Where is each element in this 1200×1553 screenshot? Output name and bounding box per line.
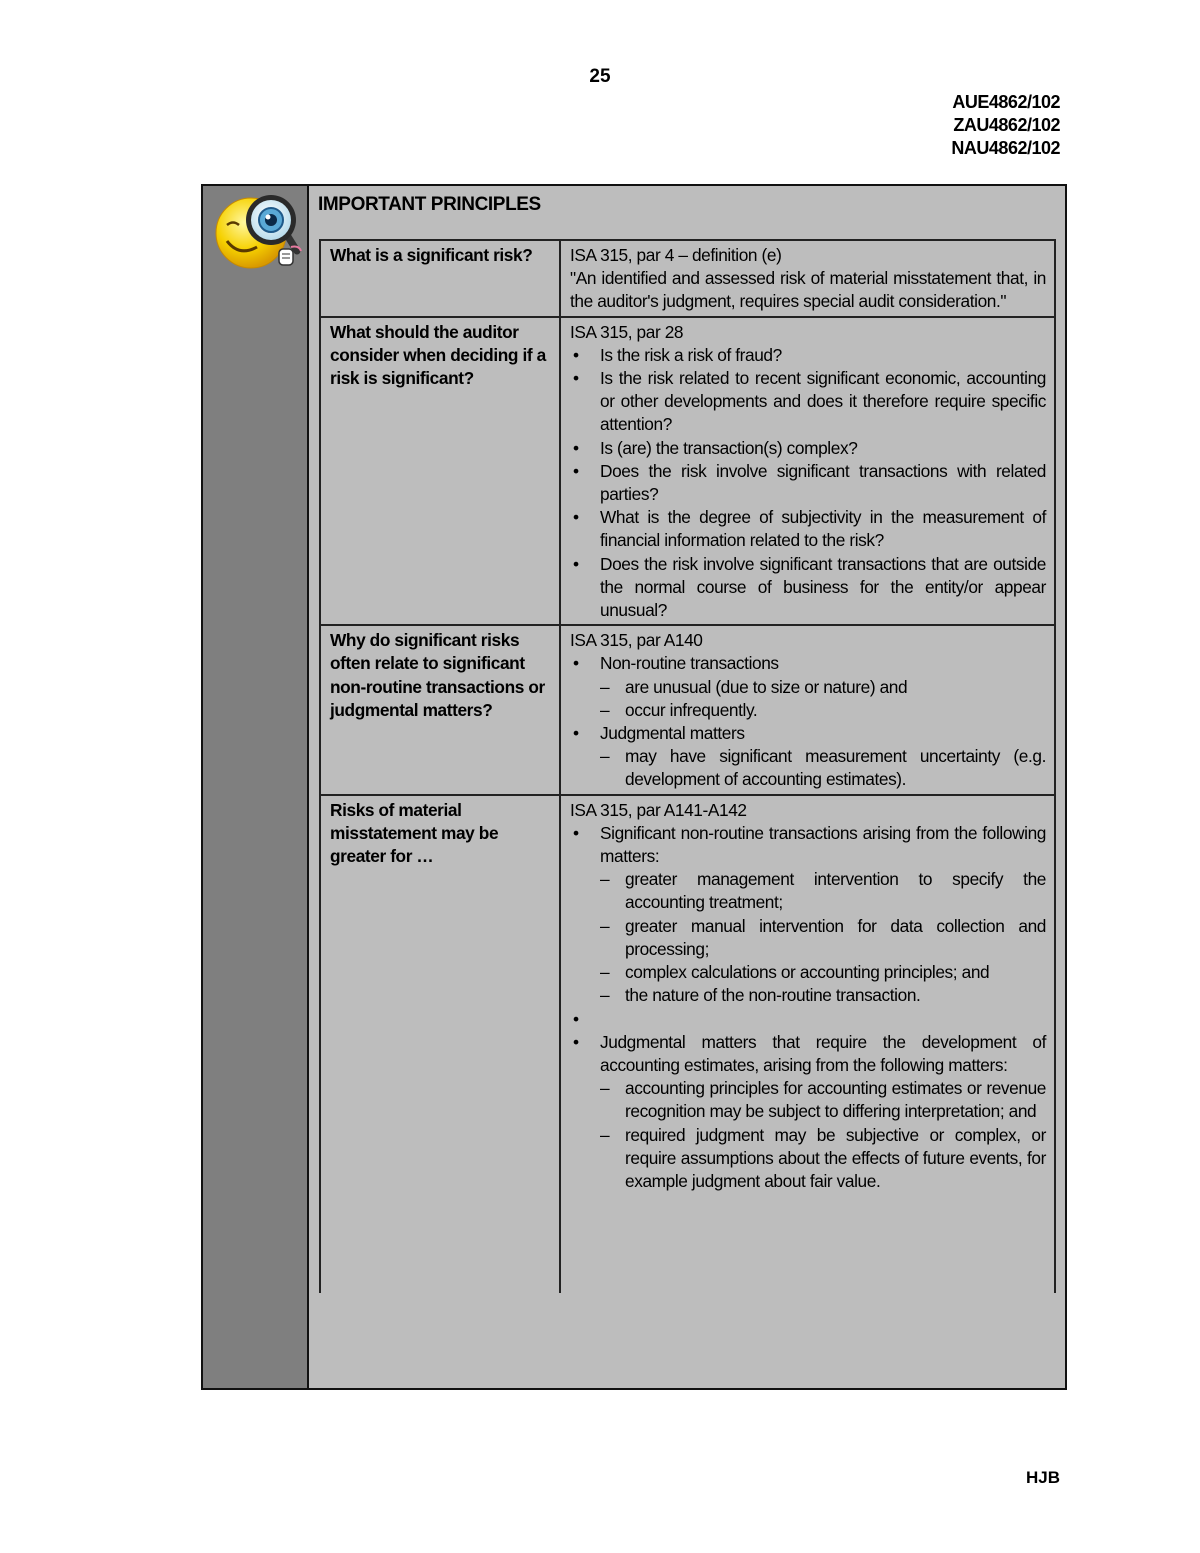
isa-reference: ISA 315, par 4 – definition (e) [570,245,782,265]
magnifying-glass-smiley-icon [213,189,305,275]
bullet-item [570,722,1046,792]
module-code: NAU4862/102 [951,138,1060,158]
box-title: IMPORTANT PRINCIPLES [318,194,541,215]
icon-column [203,186,309,1388]
dash-item: – accounting principles for accounting estimates or revenue recognition may be subject to differing interpretation; and [600,1077,1046,1123]
dash-item: – occur infrequently. [600,699,1046,722]
bullet-item: • Is the risk a risk of fraud? [570,344,1046,367]
bullet-item: • What is the degree of subjectivity in the measurement of financial information related to the risk? [570,506,1046,552]
table-row [320,795,1055,1293]
bullet-item: • Is (are) the transaction(s) complex? [570,437,1046,460]
bullet-text: • Judgmental matters that require the development of accounting estimates, arising from the following matters: [600,1031,1046,1075]
definition-text: "An identified and assessed risk of material misstatement that, in the auditor's judgment, requires special audit consideration." [570,268,1046,312]
dash-item: – required judgment may be subjective or complex, or require assumptions about the effects of future events, for example judgment about fair value. [600,1124,1046,1194]
question-cell: Why do significant risks often relate to significant non-routine transactions or judgmental matters? [320,625,560,794]
bullet-text: • Judgmental matters [600,723,745,744]
important-principles-box [201,184,1067,1390]
bullet-item: • Does the risk involve significant transactions that are outside the normal course of business for the entity/or appear unusual? [570,553,1046,623]
bullet-list [570,822,1046,1193]
dash-item: – complex calculations or accounting principles; and [600,961,1046,984]
module-code: AUE4862/102 [952,92,1060,112]
page-number: 25 [589,66,611,87]
empty-bullet-item [570,1008,1046,1031]
dash-list [600,745,1046,791]
answer-cell [560,795,1055,1293]
answer-cell [560,625,1055,794]
bullet-item [570,1031,1046,1193]
dash-list [600,676,1046,722]
dash-list [600,1077,1046,1193]
isa-reference: ISA 315, par A140 [570,630,703,651]
bullet-text: • Significant non-routine transactions arising from the following matters: [600,822,1046,867]
question-cell: What is a significant risk? [320,240,560,317]
table-row [320,625,1055,794]
footer-initials: HJB [1025,1468,1060,1487]
answer-cell [560,240,1055,317]
bullet-list [570,652,1046,791]
bullet-item: • Is the risk related to recent significant economic, accounting or other developments and does it therefore require specific attention? [570,367,1046,437]
dash-item: – are unusual (due to size or nature) and [600,676,1046,699]
bullet-list [570,344,1046,622]
table-row [320,240,1055,317]
bullet-item: • Does the risk involve significant transactions with related parties? [570,460,1046,506]
answer-cell [560,317,1055,626]
bullet-item [570,822,1046,1008]
module-codes [951,91,1060,160]
question-cell: Risks of material misstatement may be greater for … [320,795,560,1293]
dash-item: – greater management intervention to specify the accounting treatment; [600,868,1046,914]
isa-reference: ISA 315, par A141-A142 [570,799,747,820]
dash-item: – the nature of the non-routine transaction. [600,984,1046,1007]
bullet-item [570,652,1046,722]
bullet-text: • Non-routine transactions [600,653,779,674]
table-row [320,317,1055,626]
module-code: ZAU4862/102 [953,115,1060,135]
dash-item: – may have significant measurement uncertainty (e.g. development of accounting estimates). [600,745,1046,791]
dash-list [600,868,1046,1007]
principles-table [319,239,1056,1293]
dash-item: – greater manual intervention for data collection and processing; [600,915,1046,961]
isa-reference: ISA 315, par 28 [570,321,684,342]
question-cell: What should the auditor consider when deciding if a risk is significant? [320,317,560,626]
